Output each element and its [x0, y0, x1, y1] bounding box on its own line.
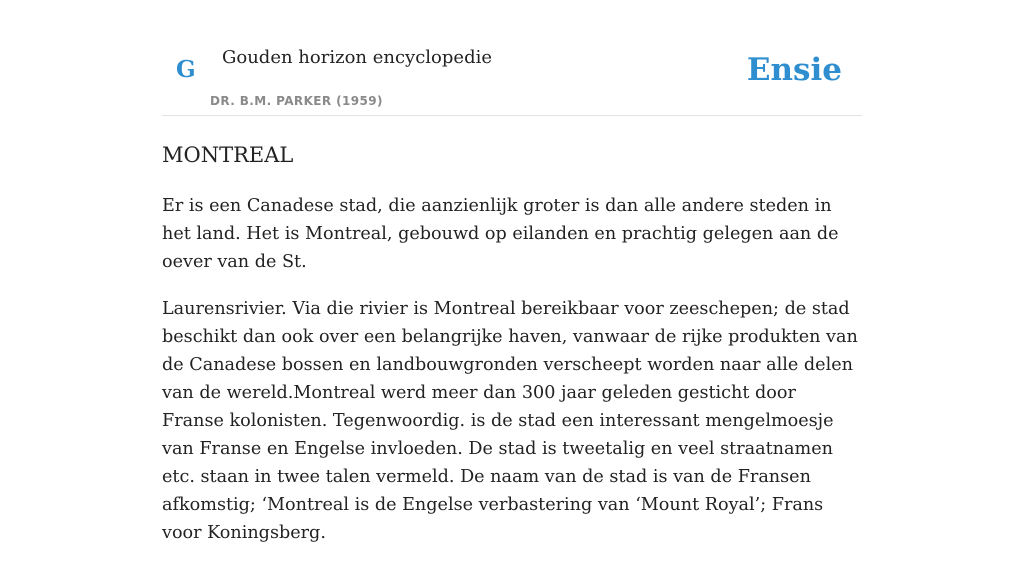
- book-logo-badge: G: [176, 56, 196, 83]
- article-paragraph: Laurensrivier. Via die rivier is Montreal bereikbaar voor zeeschepen; de stad beschikt dan ook over een belangrijke haven, vanwaar de rijke produkten van de Canadese bossen en landbouwgronden verscheept worden naar alle delen van de wereld.Montreal werd meer dan 300 jaar geleden gesticht door Franse kolonisten. Tegenwoordig. is de stad een interessant mengelmoesje van Franse en Engelse invloeden. De stad is tweetalig en veel straatnamen etc. staan in twee talen vermeld. De naam van de stad is van de Fransen afkomstig; ‘Montreal is de Engelse verbastering van ‘Mount Royal’; Frans voor Koningsberg.: [162, 299, 858, 543]
- page-header: [162, 0, 862, 116]
- article-body: [162, 192, 862, 566]
- site-logo[interactable]: Ensie: [746, 52, 842, 88]
- article-title: MONTREAL: [162, 143, 294, 167]
- article-paragraph: Er is een Canadese stad, die aanzienlijk groter is dan alle andere steden in het land. Het is Montreal, gebouwd op eilanden en prachtig gelegen aan de oever van de St.: [162, 196, 839, 272]
- book-title[interactable]: Gouden horizon encyclopedie: [222, 47, 492, 68]
- book-author: DR. B.M. PARKER (1959): [210, 94, 383, 108]
